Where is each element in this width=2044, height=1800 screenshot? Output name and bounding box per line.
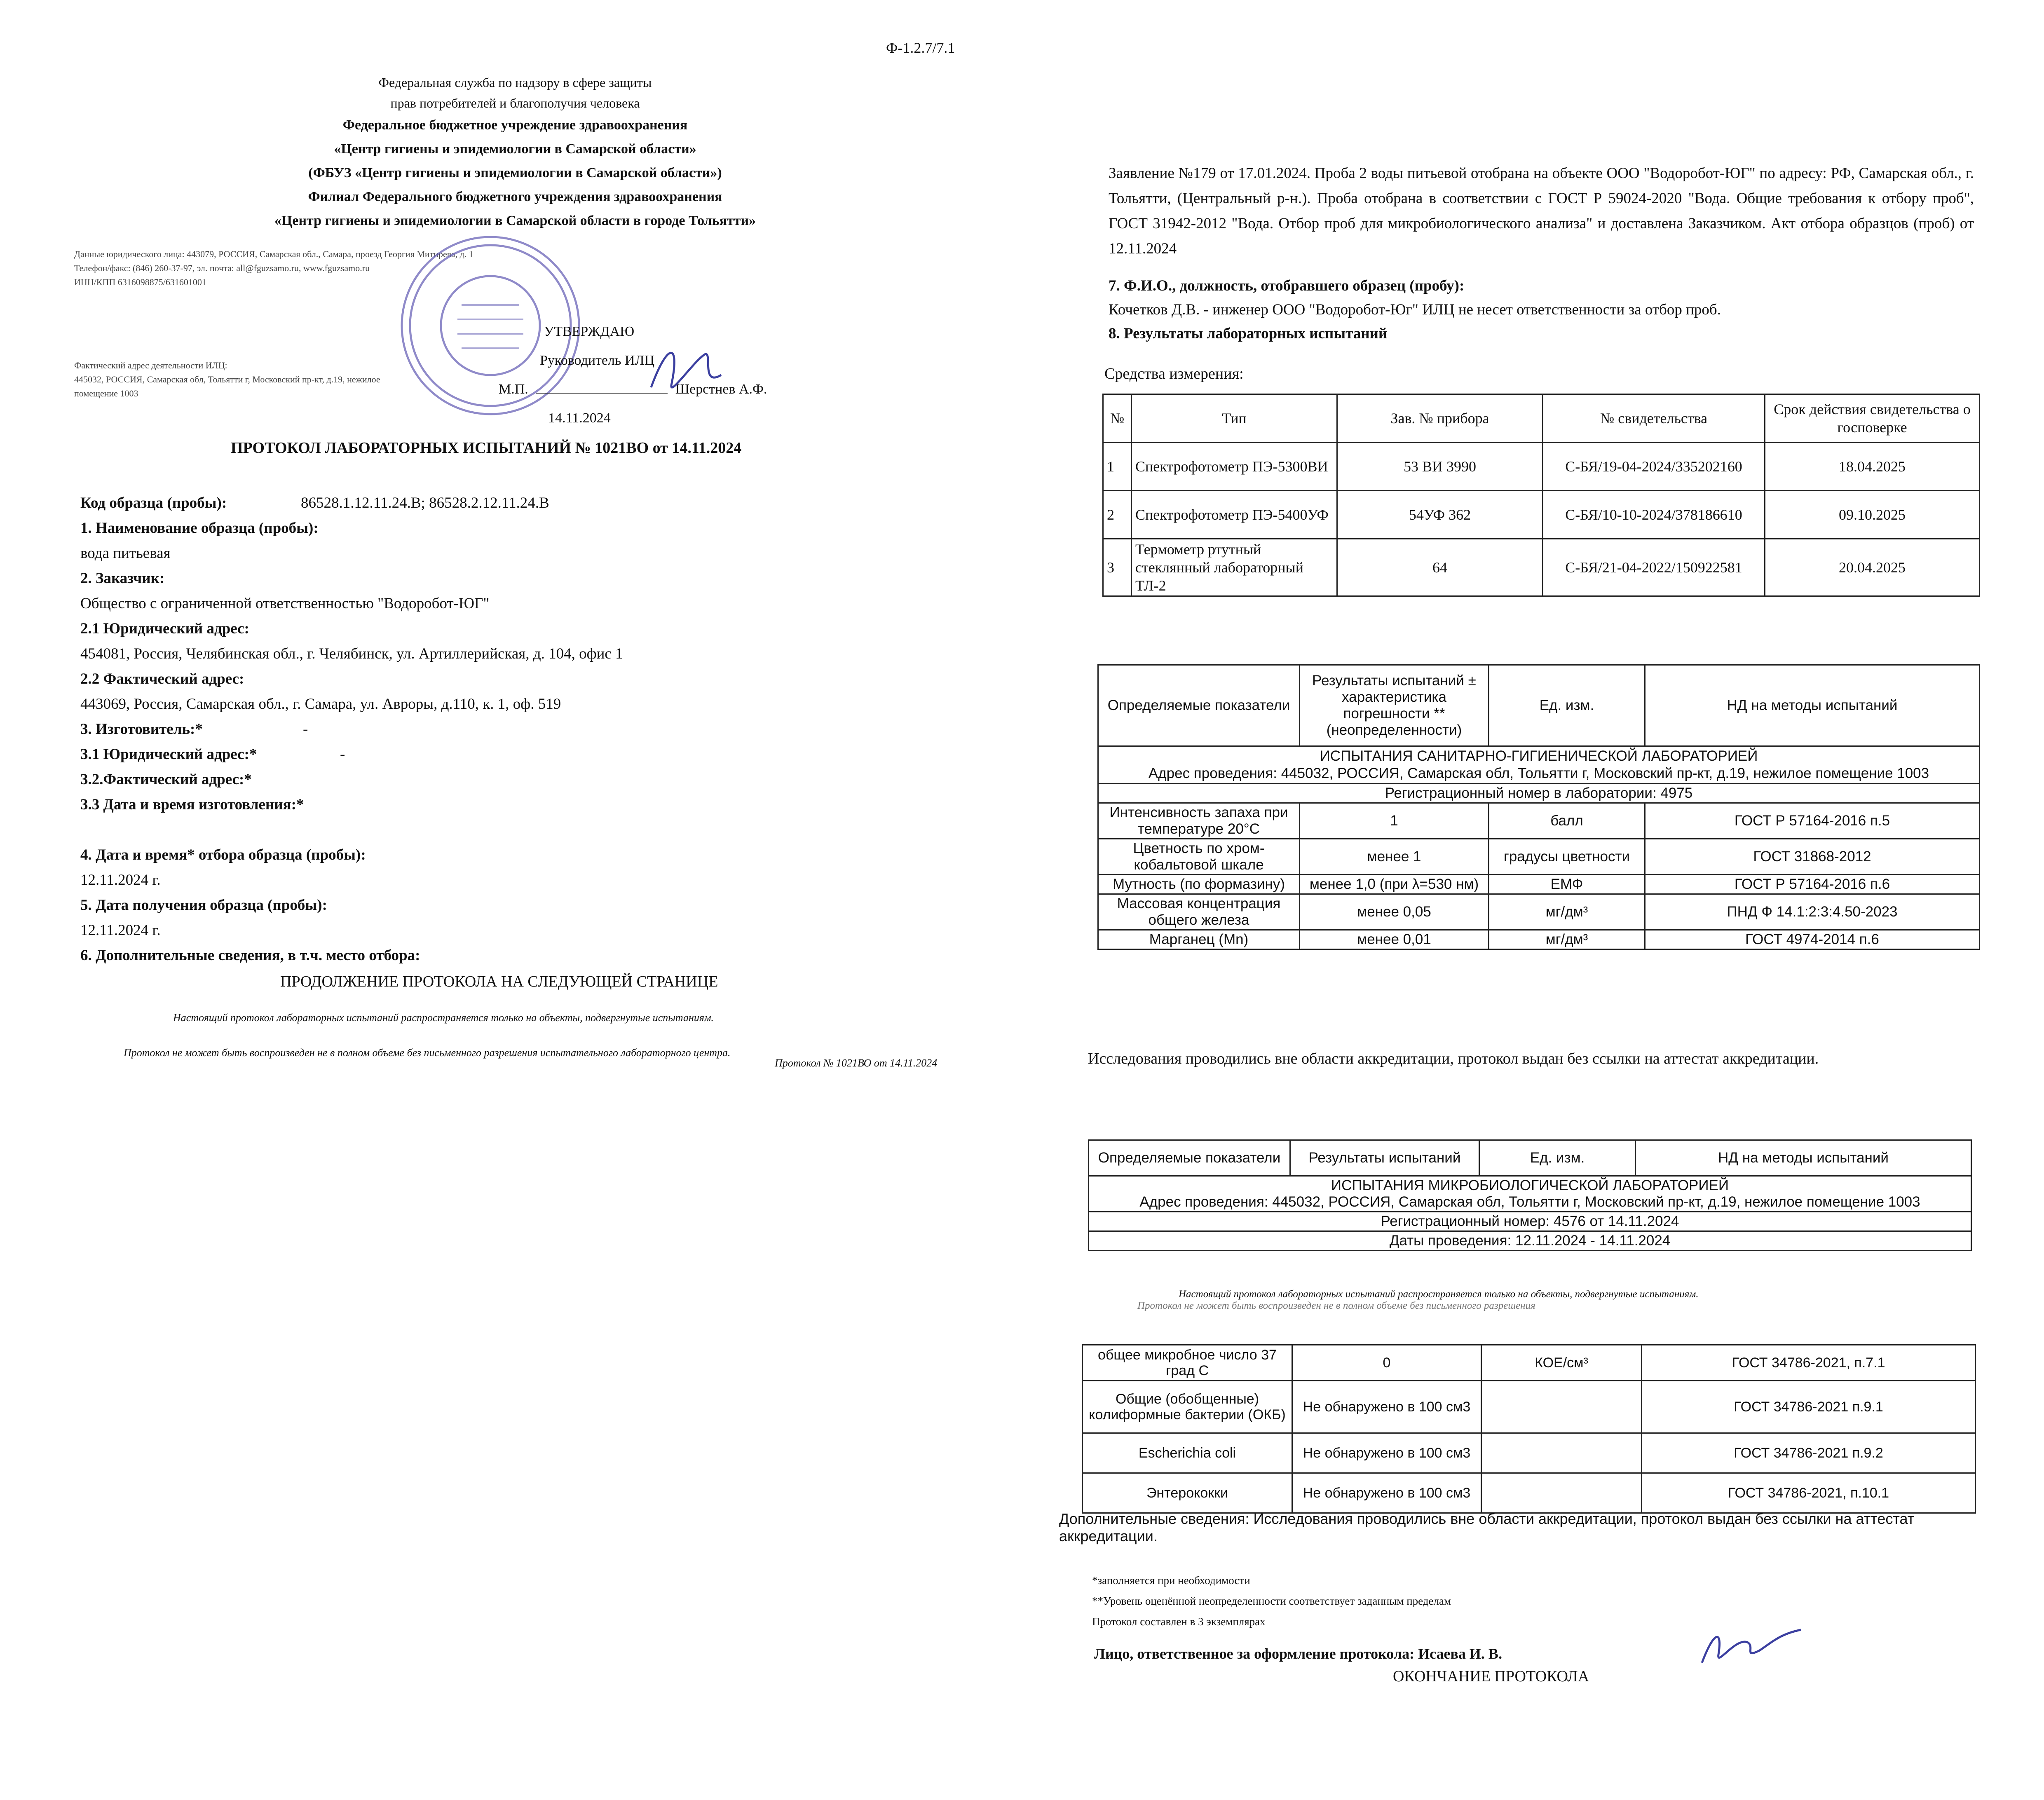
- header-cell: Ед. изм.: [1489, 665, 1645, 746]
- section-3-1-value: -: [340, 746, 345, 763]
- section-4-value: 12.11.2024 г.: [80, 872, 161, 888]
- signature-icon: [643, 338, 725, 404]
- cell-param: Интенсивность запаха при температуре 20°С: [1098, 803, 1300, 839]
- cell-type: Термометр ртутный стеклянный лабораторный ТЛ-2: [1132, 539, 1337, 596]
- table-row: [1098, 894, 1980, 930]
- scope-note: Настоящий протокол лабораторных испытаний распространяется только на объекты, подвергнутые испытаниям.: [173, 1012, 714, 1024]
- end-of-protocol: ОКОНЧАНИЕ ПРОТОКОЛА: [1393, 1668, 1589, 1685]
- lab-reg-number: Регистрационный номер в лаборатории: 4975: [1098, 784, 1980, 803]
- cell-result: менее 0,01: [1300, 930, 1489, 949]
- table-row: [1098, 875, 1980, 894]
- sanitary-results-table: [1097, 664, 1980, 950]
- table-row: [1103, 539, 1980, 596]
- header-cell: Ед. изм.: [1479, 1140, 1636, 1176]
- protocol-title: ПРОТОКОЛ ЛАБОРАТОРНЫХ ИСПЫТАНИЙ № 1021ВО от 14.11.2024: [231, 439, 742, 457]
- cell-method: ГОСТ Р 57164-2016 п.6: [1645, 875, 1980, 894]
- agency-line-1: Федеральная служба по надзору в сфере защиты: [378, 75, 652, 90]
- test-dates: Даты проведения: 12.11.2024 - 14.11.2024: [1089, 1231, 1971, 1251]
- header-cell: Тип: [1132, 394, 1337, 443]
- cell-unit: мг/дм³: [1489, 894, 1645, 930]
- cell-number: 1: [1103, 443, 1132, 491]
- reproduction-note: Протокол не может быть воспроизведен не в полном объеме без письменного разрешения испытательного лабораторного центра.: [124, 1047, 731, 1059]
- cell-serial: 64: [1337, 539, 1543, 596]
- measurement-label: Средства измерения:: [1104, 365, 1244, 382]
- section-7-value: Кочетков Д.В. - инженер ООО "Водоробот-Юг" ИЛЦ не несет ответственности за отбор проб.: [1109, 301, 1721, 318]
- protocol-ref: Протокол № 1021ВО от 14.11.2024: [775, 1057, 938, 1069]
- header-cell: Определяемые показатели: [1098, 665, 1300, 746]
- micro-results-table: [1088, 1139, 1972, 1251]
- cell-result: 0: [1292, 1345, 1481, 1381]
- actual-info-line-1: Фактический адрес деятельности ИЛЦ:: [74, 360, 227, 370]
- header-cell: Результаты испытаний: [1290, 1140, 1479, 1176]
- cell-valid: 09.10.2025: [1765, 491, 1980, 539]
- cell-result: Не обнаружено в 100 см3: [1292, 1473, 1481, 1513]
- cell-unit: [1481, 1433, 1642, 1473]
- cell-unit: [1481, 1473, 1642, 1513]
- table-row: [1098, 930, 1980, 949]
- lab-info-cell: [1089, 1176, 1971, 1212]
- cell-type: Спектрофотометр ПЭ-5300ВИ: [1132, 443, 1337, 491]
- table-row: [1098, 803, 1980, 839]
- scope-note: Настоящий протокол лабораторных испытаний распространяется только на объекты, подвергнутые испытаниям.: [1179, 1289, 1699, 1300]
- actual-info-line-3: помещение 1003: [74, 388, 138, 398]
- form-code: Ф-1.2.7/7.1: [886, 40, 955, 56]
- table-row: [1098, 839, 1980, 875]
- cell-valid: 20.04.2025: [1765, 539, 1980, 596]
- table-header-row: [1103, 394, 1980, 443]
- table-header-row: [1098, 665, 1980, 746]
- agency-header: [247, 72, 783, 233]
- agency-line-7: «Центр гигиены и эпидемиологии в Самарской области в городе Тольятти»: [274, 213, 756, 228]
- footnote-3: Протокол составлен в 3 экземплярах: [1092, 1615, 1266, 1628]
- cell-param: Цветность по хром-кобальтовой шкале: [1098, 839, 1300, 875]
- measurement-table: [1102, 394, 1980, 597]
- continue-note: ПРОДОЛЖЕНИЕ ПРОТОКОЛА НА СЛЕДУЮЩЕЙ СТРАНИЦЕ: [280, 973, 718, 990]
- actual-info-line-2: 445032, РОССИЯ, Самарская обл, Тольятти г, Московский пр-кт, д.19, нежилое: [74, 374, 380, 384]
- header-cell: Определяемые показатели: [1089, 1140, 1290, 1176]
- cell-serial: 54УФ 362: [1337, 491, 1543, 539]
- mp-label: М.П.: [499, 382, 528, 397]
- footnotes: [1092, 1570, 1451, 1632]
- section-1-title: 1. Наименование образца (пробы):: [80, 520, 319, 537]
- cell-cert: С-БЯ/19-04-2024/335202160: [1543, 443, 1765, 491]
- header-cell: №: [1103, 394, 1132, 443]
- section-2-2-title: 2.2 Фактический адрес:: [80, 670, 244, 687]
- section-5-value: 12.11.2024 г.: [80, 922, 161, 939]
- cell-param: Escherichia coli: [1083, 1433, 1292, 1473]
- footnote-2: **Уровень оценённой неопределенности соответствует заданным пределам: [1092, 1595, 1451, 1607]
- cell-unit: градусы цветности: [1489, 839, 1645, 875]
- legal-info-line-3: ИНН/КПП 6316098875/631601001: [74, 277, 206, 287]
- lab-reg-number: Регистрационный номер: 4576 от 14.11.2024: [1089, 1212, 1971, 1231]
- table-row: [1103, 443, 1980, 491]
- cell-serial: 53 ВИ 3990: [1337, 443, 1543, 491]
- section-3-2-title: 3.2.Фактический адрес:*: [80, 771, 252, 788]
- approve-label: УТВЕРЖДАЮ: [544, 324, 635, 339]
- cell-method: ГОСТ Р 57164-2016 п.5: [1645, 803, 1980, 839]
- cell-method: ПНД Ф 14.1:2:3:4.50-2023: [1645, 894, 1980, 930]
- actual-address-info: [74, 359, 380, 401]
- cell-result: 1: [1300, 803, 1489, 839]
- section-7-title: 7. Ф.И.О., должность, отобравшего образец (пробу):: [1109, 277, 1465, 294]
- section-2-2-value: 443069, Россия, Самарская обл., г. Самара, ул. Авроры, д.110, к. 1, оф. 519: [80, 696, 561, 712]
- cell-unit: ЕМФ: [1489, 875, 1645, 894]
- responsible-person: Лицо, ответственное за оформление протокола: Исаева И. В.: [1094, 1645, 1502, 1662]
- table-row: [1083, 1473, 1976, 1513]
- agency-line-5: (ФБУЗ «Центр гигиены и эпидемиологии в Самарской области»): [308, 165, 722, 180]
- approval-date: 14.11.2024: [548, 410, 611, 426]
- section-2-value: Общество с ограниченной ответственностью "Водоробот-ЮГ": [80, 595, 490, 612]
- table-row: [1103, 491, 1980, 539]
- cell-method: ГОСТ 34786-2021 п.9.2: [1642, 1433, 1976, 1473]
- lab-address: Адрес проведения: 445032, РОССИЯ, Самарская обл, Тольятти г, Московский пр-кт, д.19, нежилое помещение 1003: [1148, 765, 1929, 781]
- sample-details: [80, 490, 946, 968]
- cell-method: ГОСТ 34786-2021 п.9.1: [1642, 1381, 1976, 1433]
- cell-param: Энтерококки: [1083, 1473, 1292, 1513]
- header-cell: Зав. № прибора: [1337, 394, 1543, 443]
- cell-unit: балл: [1489, 803, 1645, 839]
- table-row: [1083, 1381, 1976, 1433]
- reproduction-note: Протокол не может быть воспроизведен не в полном объеме без письменного разрешения: [1137, 1300, 1535, 1311]
- section-2-1-title: 2.1 Юридический адрес:: [80, 620, 249, 637]
- lab-title: ИСПЫТАНИЯ САНИТАРНО-ГИГИЕНИЧЕСКОЙ ЛАБОРАТОРИЕЙ: [1320, 748, 1758, 764]
- cell-method: ГОСТ 31868-2012: [1645, 839, 1980, 875]
- table-header-row: [1089, 1140, 1971, 1176]
- cell-unit: [1481, 1381, 1642, 1433]
- agency-line-4: «Центр гигиены и эпидемиологии в Самарской области»: [334, 141, 696, 157]
- header-cell: № свидетельства: [1543, 394, 1765, 443]
- sanitary-note: Исследования проводились вне области аккредитации, протокол выдан без ссылки на аттестат аккредитации.: [1088, 1050, 1819, 1067]
- section-2-title: 2. Заказчик:: [80, 570, 165, 587]
- lab-title: ИСПЫТАНИЯ МИКРОБИОЛОГИЧЕСКОЙ ЛАБОРАТОРИЕЙ: [1331, 1177, 1729, 1193]
- cell-number: 3: [1103, 539, 1132, 596]
- agency-line-3: Федеральное бюджетное учреждение здравоохранения: [342, 117, 688, 133]
- signature-icon: [1698, 1622, 1805, 1671]
- table-row: [1083, 1345, 1976, 1381]
- code-label: Код образца (пробы):: [80, 495, 227, 511]
- header-cell: НД на методы испытаний: [1636, 1140, 1971, 1176]
- section-1-value: вода питьевая: [80, 545, 171, 562]
- cell-param: общее микробное число 37 град С: [1083, 1345, 1292, 1381]
- section-7: [1109, 274, 1721, 346]
- section-4-title: 4. Дата и время* отбора образца (пробы):: [80, 846, 366, 863]
- cell-result: Не обнаружено в 100 см3: [1292, 1433, 1481, 1473]
- cell-unit: КОЕ/см³: [1481, 1345, 1642, 1381]
- cell-cert: С-БЯ/10-10-2024/378186610: [1543, 491, 1765, 539]
- additional-info: Дополнительные сведения: Исследования проводились вне области аккредитации, протокол выдан без ссылки на аттестат аккредитации.: [1059, 1510, 1915, 1545]
- approval-block: [499, 317, 767, 433]
- header-cell: НД на методы испытаний: [1645, 665, 1980, 746]
- cell-param: Массовая концентрация общего железа: [1098, 894, 1300, 930]
- cell-result: менее 0,05: [1300, 894, 1489, 930]
- section-3-1-title: 3.1 Юридический адрес:*: [80, 746, 257, 763]
- legal-info-line-2: Телефон/факс: (846) 260-37-97, эл. почта: all@fguzsamo.ru, www.fguzsamo.ru: [74, 263, 370, 273]
- cell-valid: 18.04.2025: [1765, 443, 1980, 491]
- cell-method: ГОСТ 4974-2014 п.6: [1645, 930, 1980, 949]
- lab-address: Адрес проведения: 445032, РОССИЯ, Самарская обл, Тольятти г, Московский пр-кт, д.19, нежилое помещение 1003: [1139, 1194, 1920, 1210]
- cell-param: Марганец (Mn): [1098, 930, 1300, 949]
- head-name: Шерстнев А.Ф.: [675, 382, 767, 397]
- cell-result: Не обнаружено в 100 см3: [1292, 1381, 1481, 1433]
- section-6-title: 6. Дополнительные сведения, в т.ч. место отбора:: [80, 947, 420, 964]
- code-value: 86528.1.12.11.24.В; 86528.2.12.11.24.В: [301, 495, 549, 511]
- micro-results-continued: [1082, 1344, 1976, 1514]
- sampling-statement: Заявление №179 от 17.01.2024. Проба 2 воды питьевой отобрана на объекте ООО "Водоробот-ЮГ" по адресу: РФ, Самарская обл., г. Тольятти, (Центральный р-н.). Проба отобрана в соответствии с ГОСТ Р 59024-2020 "Вода. Общие требования к отбору проб", ГОСТ 31942-2012 "Вода. Отбор проб для микробиологического анализа" и доставлена Заказчиком. Акт отбора образцов (проб) от 12.11.2024: [1109, 165, 1974, 257]
- header-cell: Результаты испытаний ± характеристика погрешности **(неопределенности): [1300, 665, 1489, 746]
- agency-line-6: Филиал Федерального бюджетного учреждения здравоохранения: [308, 189, 722, 204]
- cell-number: 2: [1103, 491, 1132, 539]
- section-3-value: -: [303, 721, 308, 738]
- legal-info-line-1: Данные юридического лица: 443079, РОССИЯ, Самарская обл., Самара, проезд Георгия Митирева, д. 1: [74, 249, 473, 259]
- table-row: [1083, 1433, 1976, 1473]
- section-2-1-value: 454081, Россия, Челябинская обл., г. Челябинск, ул. Артиллерийская, д. 104, офис 1: [80, 645, 623, 662]
- cell-unit: мг/дм³: [1489, 930, 1645, 949]
- head-title: Руководитель ИЛЦ: [540, 353, 655, 368]
- cell-cert: С-БЯ/21-04-2022/150922581: [1543, 539, 1765, 596]
- section-3-3-title: 3.3 Дата и время изготовления:*: [80, 796, 304, 813]
- cell-param: Мутность (по формазину): [1098, 875, 1300, 894]
- cell-param: Общие (обобщенные) колиформные бактерии (ОКБ): [1083, 1381, 1292, 1433]
- cell-method: ГОСТ 34786-2021, п.7.1: [1642, 1345, 1976, 1381]
- cell-result: менее 1: [1300, 839, 1489, 875]
- agency-line-2: прав потребителей и благополучия человека: [390, 96, 640, 110]
- cell-type: Спектрофотометр ПЭ-5400УФ: [1132, 491, 1337, 539]
- section-8-title: 8. Результаты лабораторных испытаний: [1109, 325, 1388, 342]
- section-5-title: 5. Дата получения образца (пробы):: [80, 897, 327, 914]
- cell-method: ГОСТ 34786-2021, п.10.1: [1642, 1473, 1976, 1513]
- section-3-title: 3. Изготовитель:*: [80, 721, 203, 738]
- header-cell: Срок действия свидетельства о госповерке: [1765, 394, 1980, 443]
- cell-result: менее 1,0 (при λ=530 нм): [1300, 875, 1489, 894]
- footnote-1: *заполняется при необходимости: [1092, 1574, 1250, 1587]
- lab-info-cell: [1098, 746, 1980, 784]
